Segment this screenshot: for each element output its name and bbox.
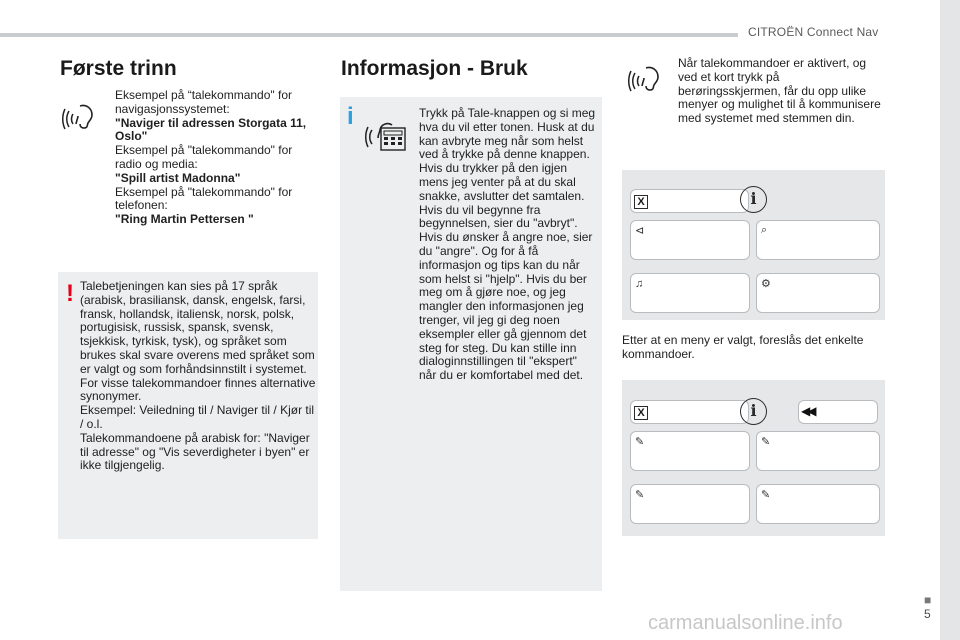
warning-line: Talekommandoene på arabisk for: "Naviger til adresse" og "Vis severdigheter i byen" er ikke tilgjengelig. — [80, 430, 310, 473]
warning-line: Eksempel: Veiledning til / Naviger til / Kjør til / o.l. — [80, 403, 315, 431]
info-use-title: Informasjon - Bruk — [341, 57, 528, 80]
command-button[interactable] — [756, 484, 880, 524]
warning-line: Talebetjeningen kan sies på 17 språk (arabisk, brasiliansk, dansk, engelsk, farsi, fransk, hollandsk, italiensk, norsk, polsk, portugisisk, russisk, spansk, svensk, tsjekkisk, tyrkisk, tysk), og språket som brukes skal svare overens med språket som er valgt og som forhåndsinnstilt i systemet. — [80, 279, 315, 376]
warning-box — [58, 272, 318, 539]
info-mark-icon: i — [347, 103, 354, 130]
rewind-icon: ◀◀ — [801, 404, 814, 418]
warning-line: For visse talekommandoer finnes alternative synonymer. — [80, 375, 316, 404]
menu-button-navigation[interactable] — [630, 220, 750, 260]
menu-button-search[interactable] — [756, 220, 880, 260]
close-button[interactable] — [630, 189, 749, 213]
close-icon: X — [634, 406, 648, 420]
side-strip — [940, 0, 960, 640]
info-box — [340, 97, 602, 591]
close-button[interactable] — [630, 400, 749, 424]
back-button[interactable] — [798, 400, 878, 424]
info-text: Trykk på Tale-knappen og si meg hva du vil etter tonen. Husk at du kan avbryte meg når som helst ved å trykke på denne knappen. Hvis du trykker på den igjen mens jeg venter på at du skal snakke, avslutter det samtalen. Hvis du vil begynne fra begynnelsen, sier du "avbryt". Hvis du ønsker å angre noe, sier du "angre". Og for å få informasjon og tips kan du når som helst si "hjelp". Hvis du ber meg om å gjøre noe, og jeg mangler den informasjonen jeg trenger, vil jeg gi deg noen eksempler eller gå gjennom det steg for steg. Du kan stille inn dialoginnstillingen til "ekspert" når du er komfortabel med det. — [419, 106, 596, 383]
pencil-icon: ✎ — [761, 489, 771, 501]
pencil-icon: ✎ — [635, 436, 645, 448]
example-intro: Eksempel på "talekommando" for radio og media: — [115, 143, 293, 171]
watermark: carmanualsonline.info — [648, 612, 843, 634]
page-marker: ■ — [924, 593, 932, 607]
voice-keypad-icon — [364, 114, 408, 154]
example-intro: Eksempel på “talekommando" for navigasjonssystemet: — [115, 88, 293, 116]
search-icon: ⌕ — [761, 224, 768, 236]
example-intro: Eksempel på "talekommando" for telefonen: — [115, 184, 293, 213]
activation-text: Når talekommandoer er aktivert, og ved et kort trykk på berøringsskjermen, får du opp ulike menyer og mulighet til å kommunisere med systemet med stemmen din. — [678, 56, 881, 126]
warning-text — [80, 280, 316, 473]
info-circle-icon[interactable]: i — [740, 186, 767, 213]
voice-command-icon — [62, 98, 98, 134]
close-icon: X — [634, 195, 648, 209]
pencil-icon: ✎ — [761, 436, 771, 448]
example-command: "Ring Martin Pettersen " — [115, 212, 254, 227]
header-brand: CITROËN Connect Nav — [748, 25, 879, 39]
navigation-icon: ⊲ — [635, 225, 645, 237]
example-command: "Naviger til adressen Storgata 11, Oslo" — [115, 115, 307, 144]
music-note-icon: ♫ — [635, 278, 644, 290]
voice-menu-screen — [622, 170, 885, 320]
info-circle-icon[interactable]: i — [740, 398, 767, 425]
menu-text: Etter at en meny er valgt, foreslås det enkelte kommandoer. — [622, 333, 864, 361]
page-number: 5 — [924, 607, 931, 621]
command-screen — [622, 380, 885, 536]
example-command: "Spill artist Madonna" — [115, 170, 241, 185]
command-button[interactable] — [756, 431, 880, 471]
header-bar — [0, 33, 738, 37]
voice-examples — [115, 89, 320, 227]
command-button[interactable] — [630, 431, 750, 471]
warning-mark-icon: ! — [66, 280, 74, 307]
gear-icon: ⚙ — [761, 278, 771, 290]
menu-button-media[interactable] — [630, 273, 750, 313]
command-button[interactable] — [630, 484, 750, 524]
pencil-icon: ✎ — [635, 489, 645, 501]
first-steps-title: Første trinn — [60, 57, 177, 80]
menu-button-settings[interactable] — [756, 273, 880, 313]
voice-command-icon — [628, 60, 664, 96]
